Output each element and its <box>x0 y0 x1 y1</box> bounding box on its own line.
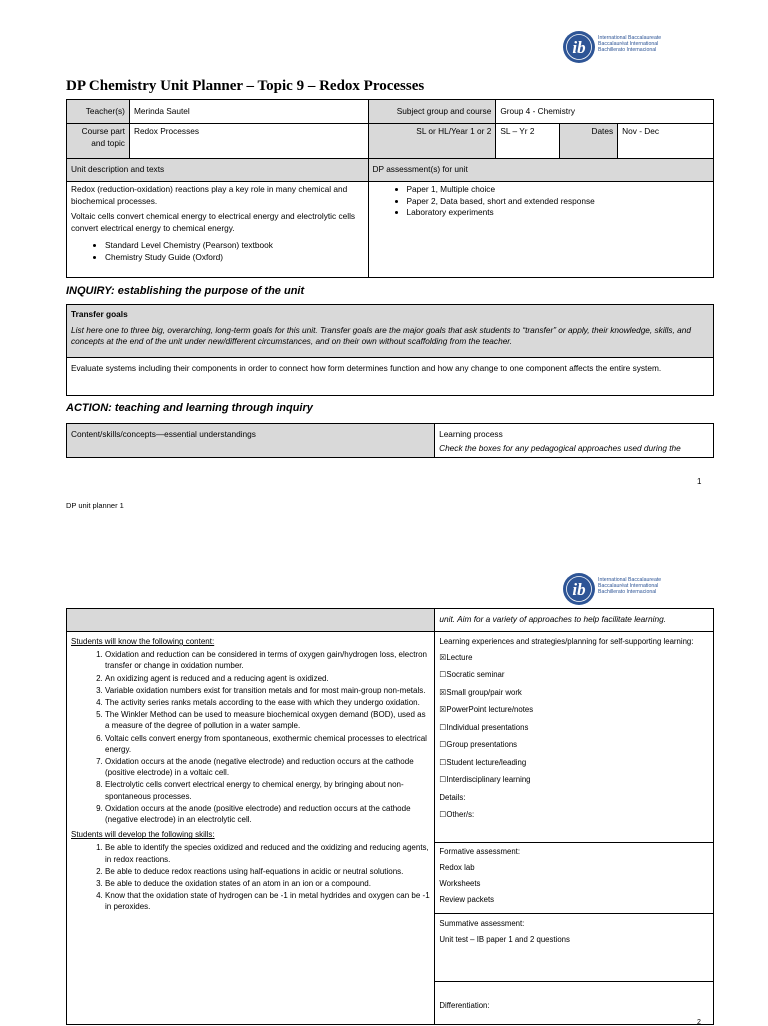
teacher-label: Teacher(s) <box>67 100 130 124</box>
level-value: SL – Yr 2 <box>496 124 560 159</box>
learning-process-header <box>435 424 714 458</box>
list-item: 6. Voltaic cells convert energy from spontaneous, exothermic chemical processes to electrical energy. <box>105 733 430 755</box>
list-item: 2. An oxidizing agent is reduced and a reducing agent is oxidized. <box>105 673 430 684</box>
transfer-goals-label: Transfer goals <box>71 309 128 319</box>
checkbox-mark: ☐ <box>439 740 447 749</box>
learning-process-instructions: Check the boxes for any pedagogical approaches used during the <box>439 442 681 453</box>
transfer-goals-instructions: List here one to three big, overarching, long-term goals for this unit. Transfer goals are the major goals that ask students to “transfer” or apply, their knowledge, skills, and concepts at the end of the unit under new/different circumstances, and on their own without scaffolding from the teacher. <box>71 324 691 346</box>
checkbox-lecture[interactable] <box>439 652 709 664</box>
checkbox-mark: ☒ <box>439 687 447 697</box>
checkbox-mark: ☒ <box>439 705 447 714</box>
continued-left-header <box>67 609 435 632</box>
content-list <box>71 649 430 825</box>
summative-assessment <box>435 914 714 982</box>
details-label: Details: <box>439 792 466 802</box>
learning-process-instructions-continued: unit. Aim for a variety of approaches to help facilitate learning. <box>435 609 714 632</box>
checkbox-student-lecture[interactable] <box>439 757 709 769</box>
action-heading: ACTION: teaching and learning through inquiry <box>66 402 313 414</box>
checkbox-label: Small group/pair work <box>446 687 522 697</box>
differentiation <box>435 982 714 1025</box>
dp-assessment-label: DP assessment(s) for unit <box>368 159 713 182</box>
logo-line-2: Baccalauréat International <box>598 41 659 48</box>
teacher-value: Merinda Sautel <box>129 100 368 124</box>
unit-description-p1: Redox (reduction-oxidation) reactions play a key role in many chemical and biochemical processes. <box>71 184 348 206</box>
list-item: 1. Oxidation and reduction can be considered in terms of oxygen gain/hydrogen loss, electron transfer or change in oxidation number. <box>105 649 430 671</box>
header-table <box>66 99 714 278</box>
svg-text:ib: ib <box>572 38 586 57</box>
course-part-label-line-2: and topic <box>91 137 125 148</box>
list-item: 3. Be able to deduce the oxidation states of an atom in an ion or a compound. <box>105 878 430 889</box>
subject-value: Group 4 - Chemistry <box>496 100 714 124</box>
formative-assessment <box>435 843 714 914</box>
list-item: 5. The Winkler Method can be used to measure biochemical oxygen demand (BOD), used as a measure of the degree of pollution in a water sample. <box>105 709 430 731</box>
ib-seal-icon <box>562 572 596 606</box>
ib-seal-icon <box>562 30 596 64</box>
differentiation-label: Differentiation: <box>439 1001 490 1010</box>
list-item: • Chemistry Study Guide (Oxford) <box>105 252 364 264</box>
transfer-goals-table <box>66 304 714 396</box>
list-item: 2. Be able to deduce redox reactions using half-equations in acidic or neutral solutions. <box>105 866 430 877</box>
checkbox-mark: ☐ <box>439 757 447 767</box>
checkbox-group-presentations[interactable] <box>439 739 709 751</box>
list-item: 1. Be able to identify the species oxidized and reduced and the oxidizing and reducing agents, in redox reactions. <box>105 842 430 864</box>
checkbox-label: Socratic seminar <box>446 670 505 679</box>
checkbox-mark: ☐ <box>439 670 447 679</box>
know-heading: Students will know the following content: <box>71 637 215 646</box>
logo-line-1: International Baccalaureate <box>598 577 662 583</box>
content-skills-label: Content/skills/concepts—essential understandings <box>67 424 435 458</box>
list-item: Worksheets <box>439 879 481 888</box>
learning-experiences <box>435 632 714 843</box>
unit-description-label: Unit description and texts <box>67 159 369 182</box>
course-part-value: Redox Processes <box>129 124 368 159</box>
list-item: 4. Know that the oxidation state of hydrogen can be -1 in metal hydrides and oxygen can be -1 in peroxides. <box>105 890 430 912</box>
list-item: 7. Oxidation occurs at the anode (negative electrode) and reduction occurs at the cathode (positive electrode) in a voltaic cell. <box>105 756 430 778</box>
unit-description-p2: Voltaic cells convert chemical energy to electrical energy and electrolytic cells convert electrical energy to chemical energy. <box>71 211 356 233</box>
page-number-2: 2 <box>697 1019 701 1026</box>
checkbox-interdisciplinary[interactable] <box>439 774 709 786</box>
essential-understandings <box>67 632 435 1025</box>
checkbox-other[interactable] <box>439 809 709 821</box>
logo-line-2: Baccalauréat International <box>598 583 659 590</box>
svg-text:ib: ib <box>572 580 586 599</box>
dates-label: Dates <box>560 124 618 159</box>
list-item: 9. Oxidation occurs at the anode (positive electrode) and reduction occurs at the cathode (negative electrode) in an electrolytic cell. <box>105 803 430 825</box>
list-item: 4. The activity series ranks metals according to the ease with which they undergo oxidation. <box>105 697 430 708</box>
checkbox-individual-presentations[interactable] <box>439 722 709 734</box>
list-item: 3. Variable oxidation numbers exist for transition metals and for most main-group non-metals. <box>105 685 430 696</box>
logo-line-3: Bachillerato Internacional <box>598 589 657 596</box>
list-item: • Laboratory experiments <box>407 207 709 219</box>
learning-process-label: Learning process <box>439 429 503 439</box>
list-item: • Paper 2, Data based, short and extended response <box>407 196 709 208</box>
transfer-goal: Evaluate systems including their components in order to connect how form determines function and how any change to one component affects the entire system. <box>67 358 714 396</box>
list-item: • Standard Level Chemistry (Pearson) textbook <box>105 240 364 252</box>
checkbox-socratic-seminar[interactable] <box>439 669 709 681</box>
subject-label: Subject group and course <box>368 100 496 124</box>
logo-line-1: International Baccalaureate <box>598 35 662 41</box>
inquiry-heading: INQUIRY: establishing the purpose of the unit <box>66 285 305 297</box>
list-item: 8. Electrolytic cells convert electrical energy to chemical energy, by bringing about non-spontaneous processes. <box>105 779 430 801</box>
checkbox-mark: ☐ <box>439 775 447 784</box>
course-part-label <box>67 124 130 159</box>
learning-experiences-label: Learning experiences and strategies/planning for self-supporting learning: <box>439 637 694 646</box>
texts-list <box>71 240 364 263</box>
checkbox-small-group[interactable] <box>439 687 709 699</box>
page-title: DP Chemistry Unit Planner – Topic 9 – Redox Processes <box>66 78 425 94</box>
dp-assessments <box>368 182 713 278</box>
unit-description <box>67 182 369 278</box>
checkbox-mark: ☒ <box>439 652 447 662</box>
checkbox-label: Individual presentations <box>446 722 529 732</box>
checkbox-mark: ☐ <box>439 810 447 819</box>
summative-label: Summative assessment: <box>439 919 525 928</box>
checkbox-powerpoint[interactable] <box>439 704 709 716</box>
action-table-continued <box>66 608 714 1025</box>
formative-label: Formative assessment: <box>439 847 521 856</box>
checkbox-label: Group presentations <box>446 740 518 749</box>
checkbox-label: Student lecture/leading <box>446 757 527 767</box>
checkbox-label: Other/s: <box>446 810 475 819</box>
skills-list <box>71 842 430 912</box>
page-number-1: 1 <box>697 477 702 486</box>
skills-heading: Students will develop the following skills: <box>71 830 215 840</box>
transfer-goals-header <box>67 305 714 358</box>
course-part-label-line-1: Course part <box>81 126 125 136</box>
list-item: Review packets <box>439 895 495 904</box>
page-footer: DP unit planner 1 <box>66 501 124 510</box>
action-table-header <box>66 423 714 458</box>
summative-value: Unit test – IB paper 1 and 2 questions <box>439 935 570 944</box>
checkbox-label: Interdisciplinary learning <box>446 775 531 784</box>
checkbox-label: Lecture <box>446 652 473 662</box>
assessment-list <box>373 184 709 219</box>
checkbox-label: PowerPoint lecture/notes <box>446 705 534 714</box>
dates-value: Nov - Dec <box>618 124 714 159</box>
checkbox-mark: ☐ <box>439 722 447 732</box>
ib-logo <box>562 30 682 70</box>
logo-line-3: Bachillerato Internacional <box>598 47 657 54</box>
ib-logo <box>562 572 682 612</box>
list-item: • Paper 1, Multiple choice <box>407 184 709 196</box>
level-label: SL or HL/Year 1 or 2 <box>368 124 496 159</box>
list-item: Redox lab <box>439 863 475 872</box>
